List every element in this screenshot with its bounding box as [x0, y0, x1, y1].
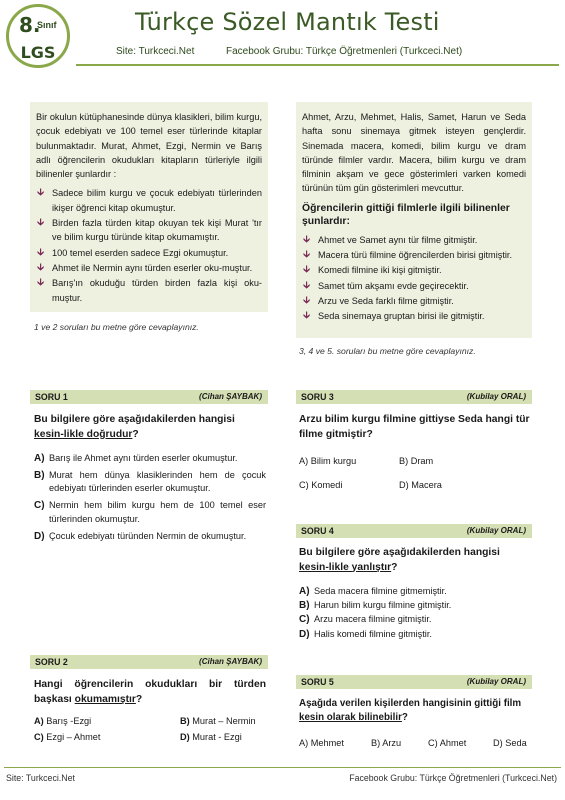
passage-2	[296, 102, 532, 338]
answer-option[interactable]: C) Komedi	[299, 480, 343, 490]
question-3-label: SORU 3	[301, 392, 334, 402]
list-item: 🡳 Birden fazla türden kitap okuyan tek kişi Murat 'tır ve bilim kurgu türünde kitap okumamıştır.	[37, 217, 262, 243]
arrow-down-icon: 🡳	[37, 261, 45, 273]
question-1-author: (Cihan ŞAYBAK)	[199, 392, 262, 401]
grade-badge	[6, 4, 70, 68]
answer-option[interactable]: C) Ahmet	[428, 738, 467, 748]
answer-option[interactable]: A) Bilim kurgu	[299, 456, 357, 466]
question-4-header	[296, 524, 532, 538]
question-1-options	[34, 452, 266, 546]
answer-option[interactable]: B) Harun bilim kurgu filmine gitmiştir.	[299, 600, 452, 612]
exam-name: LGS	[20, 43, 56, 62]
list-item: 🡳 100 temel eserden sadece Ezgi okumuştur.	[37, 246, 229, 258]
question-2-options	[34, 716, 266, 748]
arrow-down-icon: 🡳	[303, 279, 311, 291]
list-item: 🡳 Ahmet ve Samet aynı tür filme gitmiştir.	[303, 233, 478, 245]
question-4-label: SORU 4	[301, 526, 334, 536]
list-item: 🡳 Ahmet ile Nermin aynı türden eserler oku-muştur.	[37, 261, 253, 273]
question-5-label: SORU 5	[301, 677, 334, 687]
list-item: 🡳 Sadece bilim kurgu ve çocuk edebiyatı türlerinden ikişer öğrenci kitap okumuştur.	[37, 187, 262, 213]
arrow-down-icon: 🡳	[303, 249, 311, 261]
header-divider	[76, 64, 559, 66]
page-title: Türkçe Sözel Mantık Testi	[135, 8, 440, 36]
answer-option[interactable]: D) Murat - Ezgi	[180, 732, 242, 742]
question-2-header	[30, 655, 268, 669]
question-3-stem: Arzu bilim kurgu filmine gittiyse Seda hangi tür filme gitmiştir?	[299, 414, 530, 440]
question-1-label: SORU 1	[35, 392, 68, 402]
passage-1	[30, 102, 268, 312]
passage-2-note: 3, 4 ve 5. soruları bu metne göre cevaplayınız.	[299, 346, 476, 356]
question-1-stem: Bu bilgilere göre aşağıdakilerden hangisi kesin-likle doğrudur?	[34, 414, 235, 440]
answer-option[interactable]: D) Halis komedi filmine gitmiştir.	[299, 628, 432, 640]
list-item: 🡳 Barış'ın okuduğu türden birden fazla kişi oku-muştur.	[37, 277, 262, 303]
passage-1-intro: Bir okulun kütüphanesinde dünya klasikleri, bilim kurgu, çocuk edebiyatı ve 100 temel eser türlerinde kitaplar bulunmaktadır. Murat, Ahmet, Ezgi, Nermin ve Barış adlı öğrencilerin okudukları kitapların türleriyle ilgili bilinenler şunlardır :	[36, 112, 262, 180]
passage-2-question: Öğrencilerin gittiği filmlerle ilgili bilinenler şunlardır:	[302, 202, 510, 227]
list-item: 🡳 Komedi filmine iki kişi gitmiştir.	[303, 264, 442, 276]
footer-facebook: Facebook Grubu: Türkçe Öğretmenleri (Turkceci.Net)	[349, 773, 557, 783]
list-item: 🡳 Samet tüm akşamı evde geçirecektir.	[303, 279, 469, 291]
header-site: Site: Turkceci.Net	[116, 46, 195, 57]
question-3-header	[296, 390, 532, 404]
list-item: 🡳 Macera türü filmine öğrencilerden birisi gitmiştir.	[303, 249, 513, 261]
question-5-author: (Kubilay ORAL)	[466, 677, 526, 686]
answer-option[interactable]: C) Arzu macera filmine gitmiştir.	[299, 614, 432, 626]
grade-word: Sınıf	[37, 20, 57, 30]
answer-option[interactable]: D) Çocuk edebiyatı türünden Nermin de okumuştur.	[34, 530, 247, 542]
list-item: 🡳 Arzu ve Seda farklı filme gitmiştir.	[303, 294, 454, 306]
footer-divider	[4, 767, 561, 768]
question-4-author: (Kubilay ORAL)	[466, 526, 526, 535]
arrow-down-icon: 🡳	[37, 277, 45, 289]
grade-number: 8.	[19, 13, 41, 37]
arrow-down-icon: 🡳	[303, 233, 311, 245]
arrow-down-icon: 🡳	[37, 246, 45, 258]
question-3-author: (Kubilay ORAL)	[466, 392, 526, 401]
answer-option[interactable]: A) Seda macera filmine gitmemiştir.	[299, 586, 447, 597]
passage-1-list	[36, 186, 262, 304]
answer-option[interactable]: B) Murat hem dünya klasiklerinden hem de çocuk edebiyatı türlerinden eserler okumuştur.	[34, 469, 266, 494]
list-item: 🡳 Seda sinemaya gruptan birisi ile gitmiştir.	[303, 310, 485, 322]
answer-option[interactable]: D) Seda	[493, 738, 527, 748]
question-5-header	[296, 675, 532, 689]
passage-2-intro: Ahmet, Arzu, Mehmet, Halis, Samet, Harun ve Seda hafta sonu sinemaya gitmek isteyen gençlerdir. Sinemada macera, komedi, bilim kurgu ve dram türünde filmler vardır. Macera, bilim kurgu ve dram filminin akşam ve gece gösterimleri varken komedi türünün tüm gün gösterimleri mevcuttur.	[302, 112, 526, 194]
passage-2-list	[302, 233, 526, 324]
answer-option[interactable]: A) Barış -Ezgi	[34, 716, 92, 726]
answer-option[interactable]: A) Barış ile Ahmet aynı türden eserler okumuştur.	[34, 453, 238, 464]
answer-option[interactable]: B) Arzu	[371, 738, 402, 748]
question-4-options	[299, 585, 531, 642]
question-2-stem: Hangi öğrencilerin okudukları bir türden başkası okumamıştır?	[34, 679, 266, 705]
question-4-stem: Bu bilgilere göre aşağıdakilerden hangisi kesin-likle yanlıştır?	[299, 547, 500, 573]
header-facebook: Facebook Grubu: Türkçe Öğretmenleri (Turkceci.Net)	[226, 46, 463, 57]
arrow-down-icon: 🡳	[303, 294, 311, 306]
answer-option[interactable]: B) Murat – Nermin	[180, 716, 256, 726]
question-2-label: SORU 2	[35, 657, 68, 667]
arrow-down-icon: 🡳	[303, 264, 311, 276]
question-2-author: (Cihan ŞAYBAK)	[199, 657, 262, 666]
question-5-options	[299, 738, 531, 752]
answer-option[interactable]: C) Nermin hem bilim kurgu hem de 100 temel eser türlerinden okumuştur.	[34, 500, 266, 524]
answer-option[interactable]: D) Macera	[399, 480, 442, 490]
answer-option[interactable]: B) Dram	[399, 456, 434, 466]
question-5-stem: Aşağıda verilen kişilerden hangisinin gittiği film kesin olarak bilinebilir?	[299, 698, 522, 723]
arrow-down-icon: 🡳	[37, 187, 45, 199]
passage-1-note: 1 ve 2 soruları bu metne göre cevaplayınız.	[34, 322, 199, 332]
question-1-header	[30, 390, 268, 404]
question-3-options	[299, 456, 531, 496]
answer-option[interactable]: C) Ezgi – Ahmet	[34, 732, 101, 742]
arrow-down-icon: 🡳	[37, 217, 45, 229]
arrow-down-icon: 🡳	[303, 310, 311, 322]
answer-option[interactable]: A) Mehmet	[299, 738, 344, 748]
footer-site: Site: Turkceci.Net	[6, 773, 75, 783]
